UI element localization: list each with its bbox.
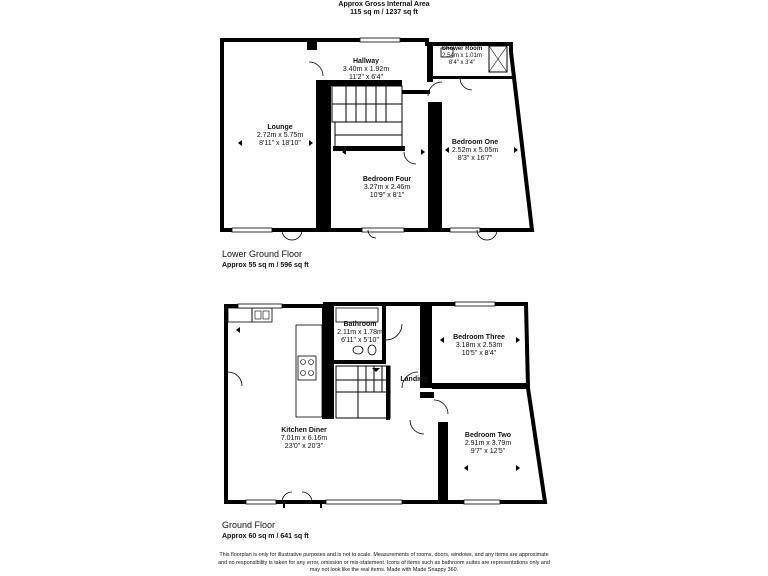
wall-bath-bottom bbox=[334, 360, 382, 364]
wall-bed4-top bbox=[333, 146, 405, 151]
door-bathroom bbox=[386, 324, 402, 340]
door-kitchen-side bbox=[228, 372, 242, 386]
wall-hall-top-stub bbox=[307, 42, 317, 50]
wall-stair-right bbox=[386, 366, 390, 420]
floor-name-ground: Ground Floor bbox=[222, 520, 276, 530]
bathroom-basin bbox=[353, 346, 363, 354]
ground-stairs bbox=[336, 366, 390, 418]
room-bedroom-four: Bedroom Four 3.27m x 2.46m 10'9" x 8'1" bbox=[362, 176, 412, 199]
wall-bed2-left bbox=[438, 422, 448, 502]
wall-bed4-bed1 bbox=[428, 102, 442, 230]
room-bedroom-one: Bedroom One 2.52m x 5.05m 8'3" x 16'7" bbox=[451, 139, 499, 162]
floor-name-lower-ground: Lower Ground Floor bbox=[222, 249, 303, 259]
wall-hall-bed1 bbox=[402, 90, 430, 94]
floor-area-lower-ground: Approx 55 sq m / 596 sq ft bbox=[222, 262, 309, 269]
room-bathroom: Bathroom 2.11m x 1.78m 6'11" x 5'10" bbox=[337, 321, 383, 344]
room-kitchen-diner: Kitchen Diner 7.01m x 6.16m 23'0" x 20'3" bbox=[280, 427, 328, 450]
kitchen-worktop bbox=[228, 308, 252, 322]
door-shower bbox=[460, 78, 472, 90]
disclaimer bbox=[180, 552, 588, 575]
disclaimer-line-2: and no responsibility is taken for any error, omission or mis-statement. Icons of items such as bathroom suites are representations only and bbox=[218, 559, 550, 566]
gross-area-value: 115 sq m / 1237 sq ft bbox=[350, 9, 418, 16]
lower-stairs bbox=[332, 86, 402, 148]
gross-area-title: Approx Gross Internal Area bbox=[338, 1, 430, 8]
room-hallway: Hallway 3.40m x 1.92m 11'2" x 6'4" bbox=[342, 58, 390, 81]
disclaimer-line-3: may not look like the real items. Made with Made Snappy 360. bbox=[309, 567, 459, 573]
door-bed2 bbox=[434, 400, 448, 414]
room-lounge: Lounge 2.72m x 5.75m 8'11" x 18'10" bbox=[256, 124, 304, 147]
room-shower-room: Shower Room 2.54m x 1.01m 8'4" x 3'4" bbox=[441, 46, 483, 66]
door-kitchen bbox=[410, 420, 424, 434]
wall-lounge-hall bbox=[316, 80, 331, 230]
disclaimer-line-1: This floorplan is only for illustrative purposes and is not to scale. Measurements of rooms, doors, windows, and any items are approximate bbox=[219, 552, 549, 558]
door-bed4 bbox=[404, 152, 416, 164]
room-landing: Landing bbox=[400, 376, 428, 383]
door-hall-bed1 bbox=[428, 82, 442, 96]
wall-shower-bottom bbox=[433, 76, 513, 79]
room-bedroom-two: Bedroom Two 2.91m x 3.79m 9'7" x 12'5" bbox=[464, 432, 512, 455]
floor-area-ground: Approx 60 sq m / 641 sq ft bbox=[222, 533, 309, 540]
kitchen-counter-right bbox=[296, 325, 322, 417]
wall-shower-left bbox=[427, 42, 433, 82]
bathroom-bath bbox=[336, 308, 378, 322]
room-bedroom-three: Bedroom Three 3.18m x 2.53m 10'5" x 8'4" bbox=[453, 334, 505, 357]
wall-landing-bottom bbox=[420, 392, 434, 398]
wall-bed3-bed2 bbox=[432, 383, 528, 389]
door-lounge bbox=[309, 62, 323, 76]
kitchen-hob bbox=[298, 356, 316, 380]
bathroom-toilet bbox=[368, 345, 376, 355]
